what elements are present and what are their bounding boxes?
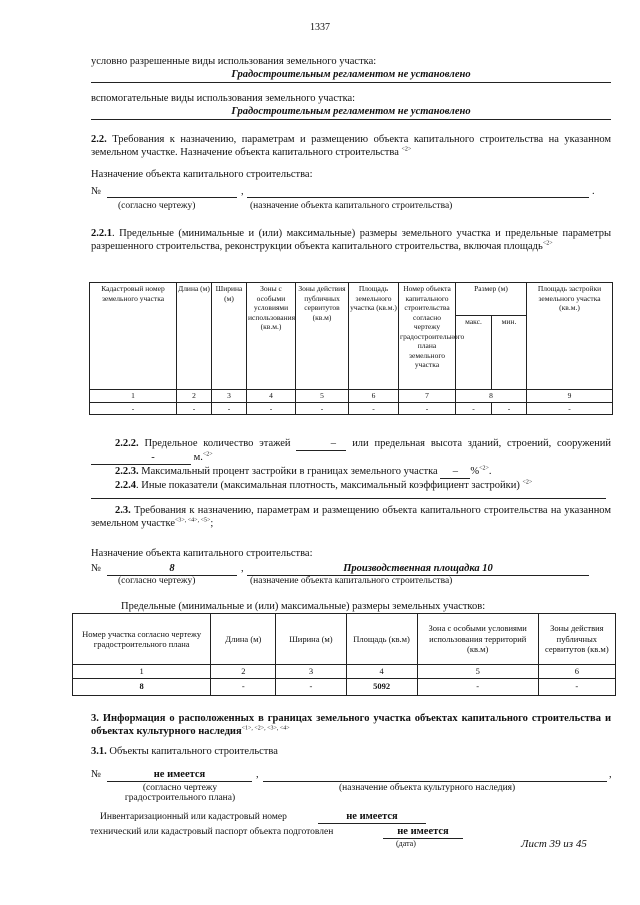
floors-value: – bbox=[296, 437, 346, 451]
footnote-ref: <2> bbox=[202, 451, 213, 458]
table-number-row bbox=[90, 390, 613, 403]
footnote-ref: <2> bbox=[522, 479, 533, 486]
table-cell: 5 bbox=[296, 390, 349, 403]
table-cell: 2 bbox=[211, 665, 276, 679]
header-cell: Ширина (м) bbox=[212, 283, 247, 390]
table-header-row bbox=[73, 614, 616, 665]
section-2-2-4 bbox=[115, 479, 611, 492]
table-cell: - bbox=[247, 402, 296, 415]
sheet-counter: Лист 39 из 45 bbox=[521, 838, 587, 850]
object-number: не имеется bbox=[153, 769, 206, 780]
section-2-2-3: 2.2.3. Максимальный процент застройки в границах земельного участка – %$^{<2>}$. bbox=[115, 465, 492, 477]
aux-use-value: Градостроительным регламентом не установлено bbox=[231, 106, 471, 117]
section-2-2 bbox=[91, 133, 611, 159]
section-text: или предельная высота зданий, строений, сооружений bbox=[352, 438, 612, 449]
purpose-label: Назначение объекта капитального строительства: bbox=[91, 169, 313, 180]
blank-line bbox=[107, 197, 237, 198]
table-cell: 1 bbox=[90, 390, 177, 403]
unit: м. bbox=[193, 452, 203, 463]
object-number: 8 bbox=[169, 563, 175, 574]
table-cell: - bbox=[492, 402, 527, 415]
header-cell: Кадастровый номер земельного участка bbox=[90, 283, 177, 390]
height-value: - bbox=[91, 451, 191, 465]
header-cell: Зоны действия публичных сервитутов (кв.м) bbox=[538, 614, 615, 665]
section-text: . Иные показатели (максимальная плотность, максимальный коэффициент застройки) bbox=[136, 480, 520, 491]
plot-sizes-table bbox=[72, 613, 616, 696]
table-cell: 5092 bbox=[346, 678, 417, 695]
section-title: Объекты капитального строительства bbox=[109, 746, 278, 757]
table-cell: 3 bbox=[276, 665, 346, 679]
section-number: 2.2.4 bbox=[115, 480, 136, 491]
caption-drawing: (согласно чертежу) bbox=[118, 201, 196, 211]
section-3-1 bbox=[91, 745, 278, 758]
header-cell: макс. bbox=[456, 316, 492, 390]
table-header-row bbox=[90, 283, 613, 316]
table-cell: 3 bbox=[212, 390, 247, 403]
object-purpose: Производственная площадка 10 bbox=[343, 563, 493, 574]
divider bbox=[91, 119, 611, 120]
blank-line bbox=[263, 781, 607, 782]
table-cell: - bbox=[456, 402, 492, 415]
comma: , bbox=[609, 769, 612, 780]
number-sign: № bbox=[91, 186, 102, 197]
table-row bbox=[90, 402, 613, 415]
header-cell: Размер (м) bbox=[456, 283, 527, 316]
section-number: 3.1. bbox=[91, 746, 107, 757]
table-cell: - bbox=[276, 678, 346, 695]
footnote-ref: <2> bbox=[542, 240, 553, 247]
section-text: Максимальный процент застройки в границах земельного участка bbox=[141, 466, 438, 477]
table-cell: - bbox=[527, 402, 613, 415]
section-number: 3. bbox=[91, 713, 99, 724]
section-2-3: 2.3. Требования к назначению, параметрам и размещению объекта капитального строительства на указанном земельном участке$^{<3>, <4>, <5>}$; bbox=[91, 505, 612, 529]
main-use-value: Градостроительным регламентом не установлено bbox=[231, 69, 471, 80]
unit: % bbox=[470, 466, 480, 477]
section-3 bbox=[91, 712, 611, 738]
section-title: Информация о расположенных в границах земельного участка объектах капитального строительства и объектах культурного наследия bbox=[91, 713, 611, 737]
main-use-label: условно разрешенные виды использования земельного участка: bbox=[91, 56, 377, 67]
comma: , bbox=[241, 186, 244, 197]
table-title: Предельные (минимальные и (или) максимальные) размеры земельных участков: bbox=[121, 601, 486, 612]
table-cell: 5 bbox=[417, 665, 538, 679]
header-cell: Длина (м) bbox=[177, 283, 212, 390]
table-cell: - bbox=[90, 402, 177, 415]
footnote-ref: <1>, <2>, <3>, <4> bbox=[241, 725, 290, 732]
table-cell: 7 bbox=[399, 390, 456, 403]
divider bbox=[91, 82, 611, 83]
table-cell: - bbox=[177, 402, 212, 415]
header-cell: Длина (м) bbox=[211, 614, 276, 665]
table-cell: - bbox=[417, 678, 538, 695]
table-cell: 1 bbox=[73, 665, 211, 679]
header-cell: Номер участка согласно чертежу градостроительного плана bbox=[73, 614, 211, 665]
table-cell: - bbox=[296, 402, 349, 415]
aux-use-label: вспомогательные виды использования земельного участка: bbox=[91, 93, 356, 104]
header-cell: Номер объекта капитального строительства согласно чертежу градостроительного плана земельного участка bbox=[399, 283, 456, 390]
table-cell: 8 bbox=[73, 678, 211, 695]
table-cell: 6 bbox=[349, 390, 399, 403]
blank-line bbox=[107, 781, 252, 782]
footnote-ref: <3>, <4>, <5> bbox=[175, 517, 211, 524]
section-number: 2.2.1 bbox=[91, 228, 112, 239]
period: . bbox=[592, 186, 595, 197]
number-sign: № bbox=[91, 563, 102, 574]
table-cell: 2 bbox=[177, 390, 212, 403]
footnote-ref: <2> bbox=[479, 465, 489, 472]
table-cell: 4 bbox=[346, 665, 417, 679]
purpose-label: Назначение объекта капитального строительства: bbox=[91, 548, 313, 559]
section-text: Предельное количество этажей bbox=[144, 438, 291, 449]
header-cell: Площадь застройки земельного участка (кв.м.) bbox=[527, 283, 613, 390]
parameters-table bbox=[89, 282, 613, 415]
blank-line bbox=[91, 498, 606, 499]
section-text: Требования к назначению, параметрам и размещению объекта капитального строительства на указанном земельном участке bbox=[91, 505, 612, 529]
section-2-2-2 bbox=[91, 437, 611, 465]
header-cell: Площадь (кв.м) bbox=[346, 614, 417, 665]
section-text: . Предельные (минимальные и (или) максимальные) размеры земельного участка и предельные параметры разрешенного строительства, реконструкции объекта капитального строительства, включая площадь bbox=[91, 228, 611, 252]
table-cell: 6 bbox=[538, 665, 615, 679]
inventory-label: Инвентаризационный или кадастровый номер bbox=[100, 812, 287, 822]
caption-purpose: (назначение объекта культурного наследия) bbox=[339, 783, 516, 793]
blank-line bbox=[247, 197, 589, 198]
footnote-ref: <2> bbox=[401, 146, 412, 153]
section-number: 2.2.3. bbox=[115, 466, 139, 477]
table-cell: - bbox=[399, 402, 456, 415]
section-number: 2.2.2. bbox=[115, 438, 139, 449]
table-cell: 9 bbox=[527, 390, 613, 403]
table-cell: 4 bbox=[247, 390, 296, 403]
section-text: Требования к назначению, параметрам и размещению объекта капитального строительства на указанном земельном участке. Назначение объекта капитального строительства bbox=[91, 134, 612, 158]
section-2-2-1 bbox=[91, 227, 611, 253]
date-caption: (дата) bbox=[396, 839, 416, 848]
section-number: 2.3. bbox=[115, 505, 131, 516]
passport-value: не имеется bbox=[397, 826, 449, 837]
inventory-value: не имеется bbox=[346, 811, 398, 822]
page-number: 1337 bbox=[310, 22, 330, 33]
header-cell: Зоны действия публичных сервитутов (кв.м) bbox=[296, 283, 349, 390]
table-row bbox=[73, 678, 616, 695]
blank-line bbox=[383, 838, 463, 839]
blank-line bbox=[318, 823, 426, 824]
header-cell: Зоны с особыми условиями использования (кв.м.) bbox=[247, 283, 296, 390]
table-cell: - bbox=[211, 678, 276, 695]
comma: , bbox=[241, 563, 244, 574]
table-number-row bbox=[73, 665, 616, 679]
table-cell: 8 bbox=[456, 390, 527, 403]
caption-purpose: (назначение объекта капитального строительства) bbox=[250, 201, 453, 211]
section-number: 2.2. bbox=[91, 134, 107, 145]
number-sign: № bbox=[91, 769, 102, 780]
header-cell: Зона с особыми условиями использования территорий (кв.м) bbox=[417, 614, 538, 665]
table-cell: - bbox=[538, 678, 615, 695]
caption-drawing: (согласно чертежу) bbox=[118, 576, 196, 586]
table-cell: - bbox=[349, 402, 399, 415]
comma: , bbox=[256, 769, 259, 780]
header-cell: Площадь земельного участка (кв.м.) bbox=[349, 283, 399, 390]
caption-drawing: (согласно чертежу градостроительного плана) bbox=[124, 783, 236, 803]
table-cell: - bbox=[212, 402, 247, 415]
percent-value: – bbox=[440, 465, 470, 479]
header-cell: Ширина (м) bbox=[276, 614, 346, 665]
header-cell: мин. bbox=[492, 316, 527, 390]
passport-label: технический или кадастровый паспорт объекта подготовлен bbox=[90, 827, 334, 837]
caption-purpose: (назначение объекта капитального строительства) bbox=[250, 576, 453, 586]
